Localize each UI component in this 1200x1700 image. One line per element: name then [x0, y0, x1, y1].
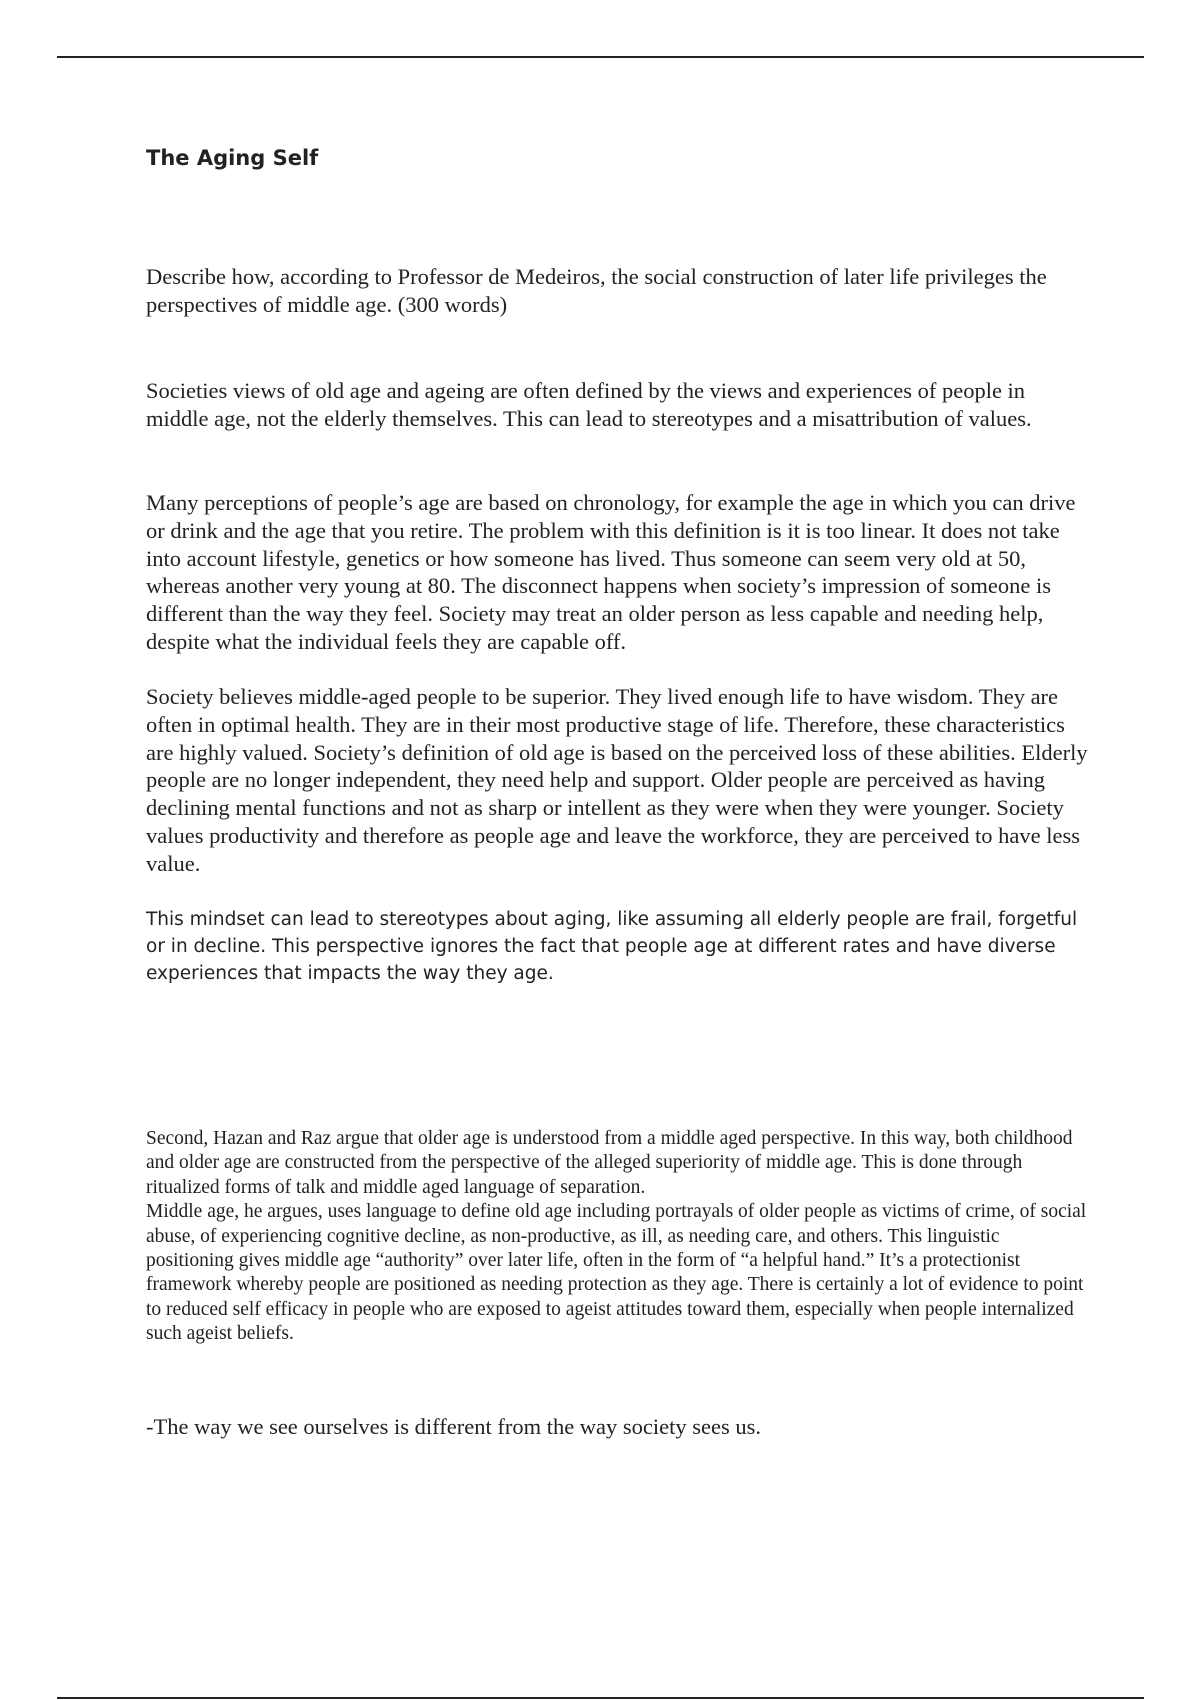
paragraph-5: Second, Hazan and Raz argue that older age is understood from a middle aged perspective. In this way, both childhood and older age are constructed from the perspective of the alleged superiority of middle age. This is done through ritualized forms of talk and middle aged language of separation. Middle age, he argues, uses language to define old age including portrayals of older people as victims of crime, of social abuse, of experiencing cognitive decline, as non-productive, as ill, as needing care, and others. This linguistic positioning gives middle age “authority” over later life, often in the form of “a helpful hand.” It’s a protectionist framework whereby people are positioned as needing protection as they age. There is certainly a lot of evidence to point to reduced self efficacy in people who are exposed to ageist attitudes toward them, especially when people internalized such ageist beliefs.	[146, 1128, 1087, 1345]
bottom-page-rule	[57, 1697, 1144, 1699]
essay-prompt: Describe how, according to Professor de Medeiros, the social construction of later life privileges the perspectives of middle age. (300 words)	[146, 264, 1047, 317]
paragraph-3: Society believes middle-aged people to be superior. They lived enough life to have wisdom. They are often in optimal health. They are in their most productive stage of life. Therefore, these characteristics are highly valued. Society’s definition of old age is based on the perceived loss of these abilities. Elderly people are no longer independent, they need help and support. Older people are perceived as having declining mental functions and not as sharp or intellent as they were when they were younger. Society values productivity and therefore as people age and leave the workforce, they are perceived to have less value.	[146, 684, 1088, 876]
closing-statement: -The way we see ourselves is different from the way society sees us.	[146, 1414, 762, 1439]
document-title: The Aging Self	[146, 146, 319, 170]
paragraph-4: This mindset can lead to stereotypes about aging, like assuming all elderly people are frail, forgetful or in decline. This perspective ignores the fact that people age at different rates and have diverse experiences that impacts the way they age.	[146, 909, 1078, 984]
top-page-rule	[57, 56, 1144, 58]
paragraph-2: Many perceptions of people’s age are based on chronology, for example the age in which you can drive or drink and the age that you retire. The problem with this definition is it is too linear. It does not take into account lifestyle, genetics or how someone has lived. Thus someone can seem very old at 50, whereas another very young at 80. The disconnect happens when society’s impression of someone is different than the way they feel. Society may treat an older person as less capable and needing help, despite what the individual feels they are capable off.	[146, 490, 1076, 654]
paragraph-1: Societies views of old age and ageing are often defined by the views and experiences of people in middle age, not the elderly themselves. This can lead to stereotypes and a misattribution of values.	[146, 378, 1032, 431]
